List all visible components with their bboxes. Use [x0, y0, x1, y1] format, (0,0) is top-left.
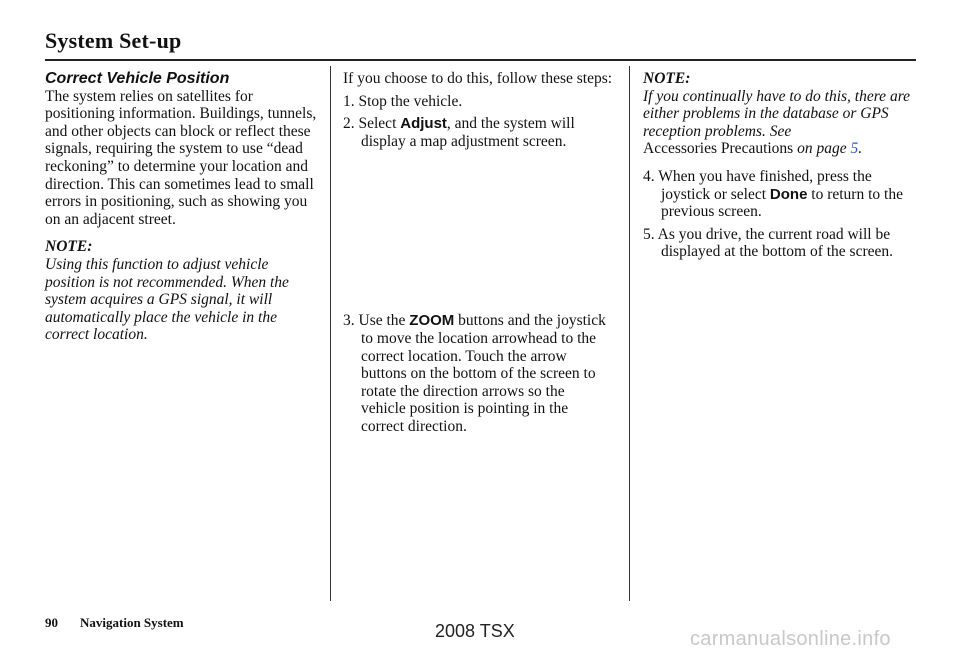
page-link[interactable]: 5 — [850, 140, 859, 158]
adjust-button-label: Adjust — [400, 115, 447, 133]
page-number: 90 — [45, 615, 58, 630]
site-watermark: carmanualsonline.info — [690, 628, 891, 650]
note-text-2: If you continually have to do this, there are either problems in the database or GPS reception problems. See Accessories Precautions on page 5. — [643, 87, 911, 158]
column-2 — [343, 70, 613, 436]
title-rule — [45, 59, 916, 61]
column-divider-1 — [330, 66, 331, 601]
footer-label: Navigation System — [80, 615, 184, 630]
zoom-button-label: ZOOM — [409, 312, 455, 330]
section-heading: Correct Vehicle Position — [45, 70, 230, 87]
step-1: 1. Stop the vehicle. — [343, 92, 463, 110]
step-4: 4. When you have finished, press the joystick or select Done to return to the previous screen. — [643, 167, 903, 221]
accessories-precautions-ref: Accessories Precautions — [643, 140, 794, 158]
figure-space — [343, 150, 613, 312]
intro-paragraph: The system relies on satellites for positioning information. Buildings, tunnels, and other objects can block or reflect these signals, requiring the system to use “dead reckoning” to determine your location and direction. This can sometimes lead to small errors in positioning, such as showing you on an adjacent street. — [45, 87, 317, 228]
note-label-2: NOTE: — [643, 70, 691, 87]
step-5: 5. As you drive, the current road will be displayed at the bottom of the screen. — [643, 225, 894, 261]
column-3 — [643, 70, 918, 261]
page-title: System Set-up — [45, 28, 182, 53]
column-divider-2 — [629, 66, 630, 601]
model-watermark: 2008 TSX — [435, 621, 515, 641]
note-text: Using this function to adjust vehicle position is not recommended. When the system acquires a GPS signal, it will automatically place the vehicle in the correct location. — [45, 255, 289, 344]
step-3: 3. Use the ZOOM buttons and the joystick to move the location arrowhead to the correct location. Touch the arrow buttons on the bottom of the screen to rotate the direction arrows so the vehicle position is pointing in the correct direction. — [343, 312, 606, 435]
column-1 — [45, 70, 317, 344]
done-button-label: Done — [769, 185, 808, 203]
steps-intro: If you choose to do this, follow these steps: — [343, 70, 613, 87]
note-label: NOTE: — [45, 238, 93, 256]
step-2: 2. Select Adjust, and the system will display a map adjustment screen. — [343, 115, 575, 150]
